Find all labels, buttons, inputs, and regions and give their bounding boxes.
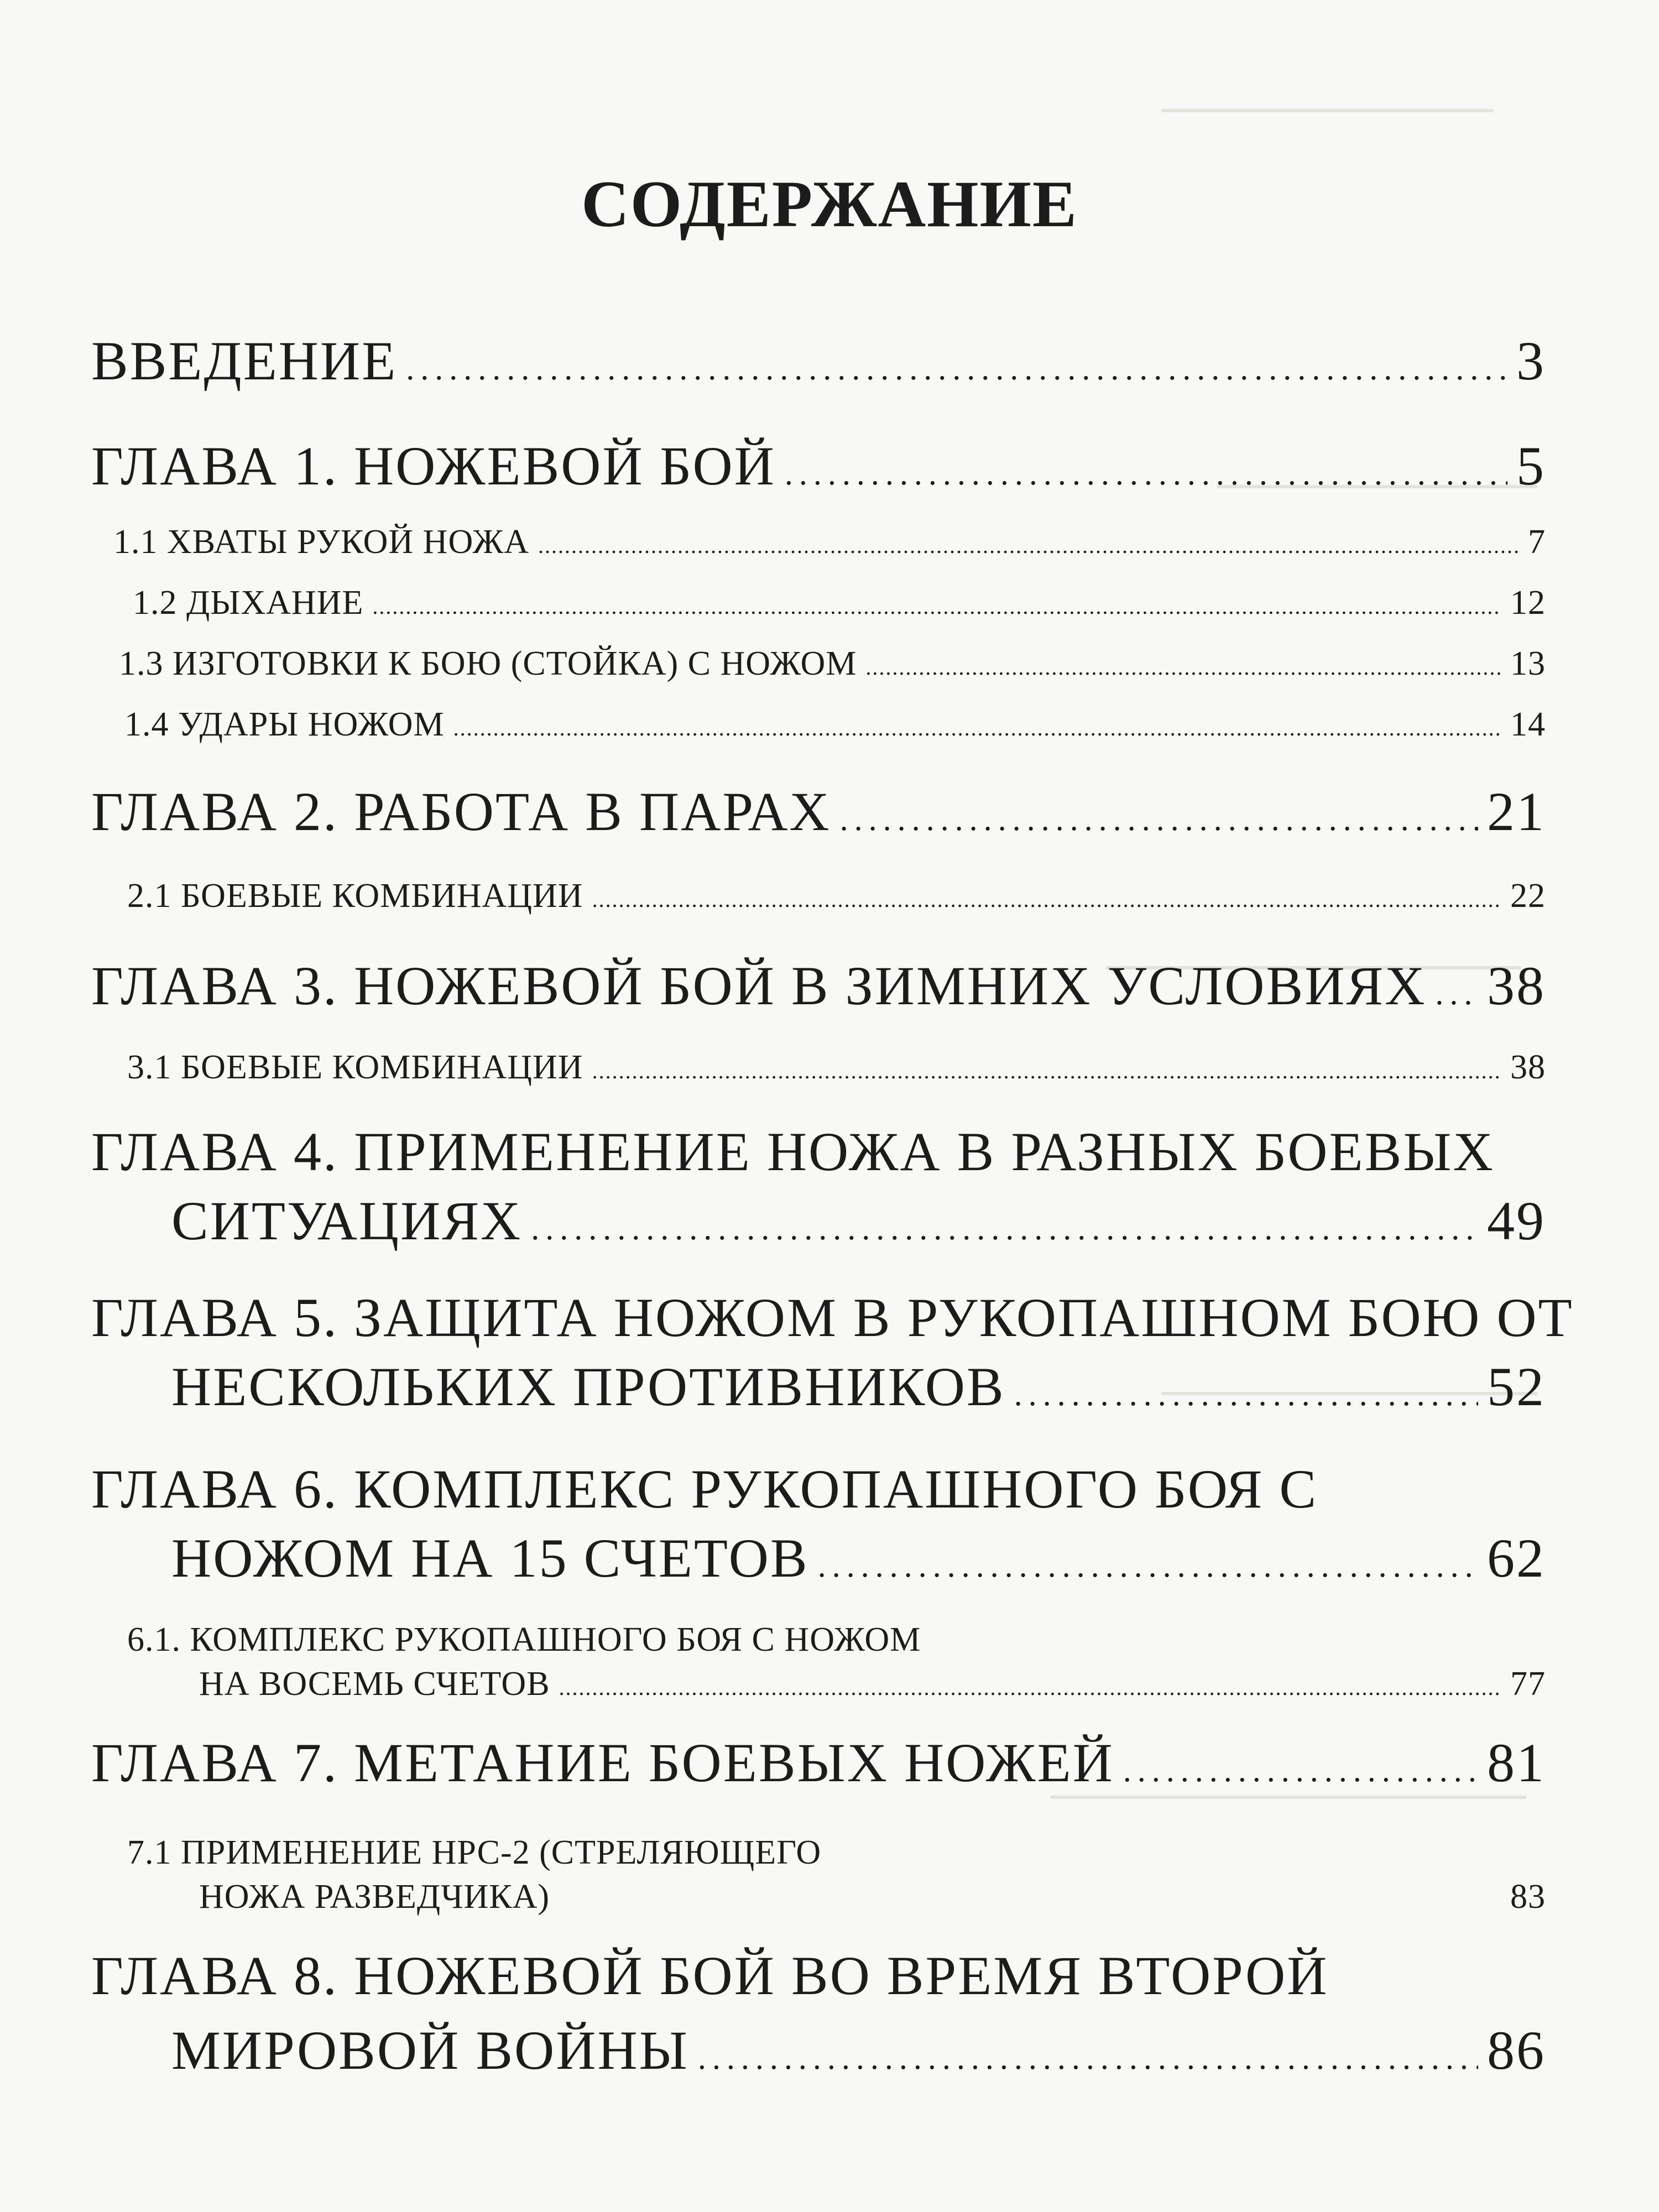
- toc-entry-introduction[interactable]: [91, 329, 1546, 393]
- dot-leader: [785, 434, 1507, 498]
- toc-entry-title: ГЛАВА 2. РАБОТА В ПАРАХ: [91, 781, 831, 842]
- toc-page-number: 86: [1487, 2020, 1546, 2081]
- toc-page-number: 7: [1528, 523, 1546, 561]
- toc-entry-title: НОЖА РАЗВЕДЧИКА): [199, 1878, 550, 1916]
- toc-page-number: 62: [1487, 1527, 1546, 1589]
- toc-entry-title: 2.1 БОЕВЫЕ КОМБИНАЦИИ: [127, 877, 583, 915]
- toc-entry-title: 3.1 БОЕВЫЕ КОМБИНАЦИИ: [127, 1048, 583, 1086]
- toc-entry-title: 1.1 ХВАТЫ РУКОЙ НОЖА: [113, 523, 530, 561]
- toc-page-number: 5: [1516, 435, 1546, 497]
- toc-page-number: 21: [1487, 781, 1546, 842]
- toc-entry-section-7-1[interactable]: [199, 1877, 1546, 1917]
- toc-entry-title: ВВЕДЕНИЕ: [91, 330, 398, 392]
- dot-leader: [1014, 1355, 1478, 1418]
- toc-entry-section-1-1[interactable]: [113, 523, 1546, 562]
- toc-page-number: 14: [1510, 706, 1546, 743]
- toc-page-number: 3: [1516, 330, 1546, 392]
- toc-page-number: 77: [1510, 1665, 1546, 1703]
- toc-entry-chapter-8-line1[interactable]: ГЛАВА 8. НОЖЕВОЙ БОЙ ВО ВРЕМЯ ВТОРОЙ: [91, 1945, 1329, 2006]
- toc-entry-title: НЕСКОЛЬКИХ ПРОТИВНИКОВ: [171, 1356, 1005, 1417]
- toc-entry-chapter-5-line1[interactable]: ГЛАВА 5. ЗАЩИТА НОЖОМ В РУКОПАШНОМ БОЮ ОТ: [91, 1287, 1574, 1348]
- toc-entry-section-6-1-line1[interactable]: 6.1. КОМПЛЕКС РУКОПАШНОГО БОЯ С НОЖОМ: [127, 1621, 921, 1658]
- dot-leader: [538, 523, 1519, 562]
- dot-leader: [406, 329, 1507, 393]
- toc-page-number: 83: [1510, 1878, 1546, 1916]
- dot-leader: [1435, 954, 1478, 1018]
- toc-entry-chapter-3[interactable]: [91, 954, 1546, 1018]
- toc-entry-title: 1.3 ИЗГОТОВКИ К БОЮ (СТОЙКА) С НОЖОМ: [119, 645, 857, 682]
- toc-page-number: 52: [1487, 1356, 1546, 1417]
- dot-leader: [818, 1526, 1478, 1590]
- toc-page-number: 12: [1510, 584, 1546, 622]
- toc-entry-chapter-8[interactable]: [171, 2018, 1546, 2082]
- toc-page-number: 13: [1510, 645, 1546, 682]
- toc-entry-section-7-1-line1[interactable]: 7.1 ПРИМЕНЕНИЕ НРС-2 (СТРЕЛЯЮЩЕГО: [127, 1834, 822, 1871]
- toc-page-number: 81: [1487, 1732, 1546, 1793]
- toc-entry-title: ГЛАВА 7. МЕТАНИЕ БОЕВЫХ НОЖЕЙ: [91, 1732, 1114, 1793]
- dot-leader: [531, 1189, 1478, 1253]
- dot-leader: [453, 705, 1501, 744]
- toc-entry-chapter-7[interactable]: [91, 1731, 1546, 1794]
- toc-entry-chapter-1[interactable]: [91, 434, 1546, 498]
- dot-leader: [698, 2018, 1478, 2082]
- toc-entry-section-1-2[interactable]: [133, 583, 1546, 623]
- dot-leader: [592, 1048, 1501, 1087]
- toc-entry-title: МИРОВОЙ ВОЙНЫ: [171, 2020, 689, 2081]
- toc-page-number: 38: [1487, 955, 1546, 1016]
- toc-entry-title: ГЛАВА 3. НОЖЕВОЙ БОЙ В ЗИМНИХ УСЛОВИЯХ: [91, 955, 1427, 1016]
- toc-entry-title: 1.4 УДАРЫ НОЖОМ: [124, 706, 445, 743]
- dot-leader: [1123, 1731, 1478, 1794]
- dot-leader: [840, 780, 1478, 843]
- toc-entry-title: 1.2 ДЫХАНИЕ: [133, 584, 364, 622]
- toc-entry-title: НОЖОМ НА 15 СЧЕТОВ: [171, 1527, 809, 1589]
- toc-entry-chapter-2[interactable]: [91, 780, 1546, 843]
- toc-page-number: 49: [1487, 1190, 1546, 1251]
- dot-leader: [372, 583, 1501, 623]
- dot-leader: [559, 1665, 1501, 1704]
- toc-entry-title: ГЛАВА 1. НОЖЕВОЙ БОЙ: [91, 435, 776, 497]
- toc-entry-chapter-4[interactable]: [171, 1189, 1546, 1253]
- toc-entry-section-1-4[interactable]: [124, 705, 1546, 744]
- toc-entry-section-2-1[interactable]: [127, 877, 1546, 916]
- toc-entry-chapter-4-line1[interactable]: ГЛАВА 4. ПРИМЕНЕНИЕ НОЖА В РАЗНЫХ БОЕВЫХ: [91, 1121, 1495, 1182]
- toc-page-number: 22: [1510, 877, 1546, 915]
- page-title: СОДЕРЖАНИЕ: [581, 167, 1078, 241]
- toc-entry-section-1-3[interactable]: [119, 644, 1546, 684]
- toc-entry-chapter-6-line1[interactable]: ГЛАВА 6. КОМПЛЕКС РУКОПАШНОГО БОЯ С: [91, 1458, 1318, 1520]
- toc-entry-chapter-5[interactable]: [171, 1355, 1546, 1418]
- toc-entry-section-6-1[interactable]: [199, 1665, 1546, 1704]
- toc-entry-chapter-6[interactable]: [171, 1526, 1546, 1590]
- toc-entry-title: СИТУАЦИЯХ: [171, 1190, 523, 1251]
- toc-entry-section-3-1[interactable]: [127, 1048, 1546, 1087]
- dot-leader: [865, 644, 1501, 684]
- toc-entry-title: НА ВОСЕМЬ СЧЕТОВ: [199, 1665, 550, 1703]
- dot-leader: [592, 877, 1501, 916]
- toc-page-number: 38: [1510, 1048, 1546, 1086]
